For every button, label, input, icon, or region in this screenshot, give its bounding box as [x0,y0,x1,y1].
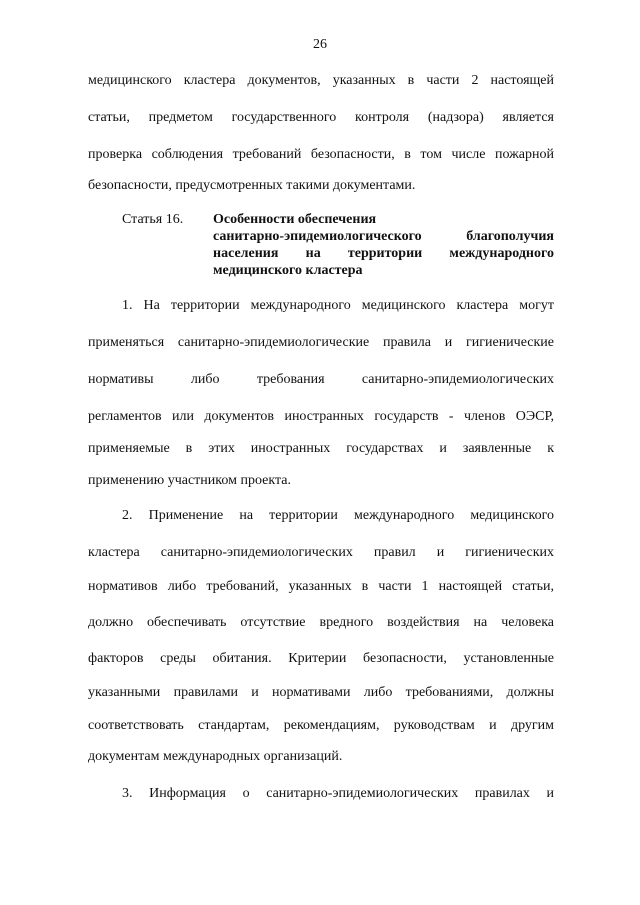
article-number: Статья 16. [122,212,184,227]
paragraph-2-line: 2. Применение на территории международного медицинского [122,508,554,523]
article-title-line: санитарно-эпидемиологического благополучия [213,229,554,244]
paragraph-2-line: документам международных организаций. [88,749,343,764]
paragraph-3-line: 3. Информация о санитарно-эпидемиологических правилах и [122,786,554,801]
paragraph-2-line: факторов среды обитания. Критерии безопасности, установленные [88,651,554,666]
paragraph-2-line: соответствовать стандартам, рекомендациям, руководствам и другим [88,718,554,733]
paragraph-1-line: применяемые в этих иностранных государствах и заявленные к [88,441,554,456]
article-title-line: медицинского кластера [213,263,363,278]
text-line: статьи, предметом государственного контроля (надзора) является [88,110,554,125]
text-line: медицинского кластера документов, указанных в части 2 настоящей [88,73,554,88]
text-line: проверка соблюдения требований безопасности, в том числе пожарной [88,147,554,162]
paragraph-1-line: применению участником проекта. [88,473,291,488]
paragraph-1-line: нормативы либо требования санитарно-эпидемиологических [88,372,554,387]
paragraph-1-line: 1. На территории международного медицинского кластера могут [122,298,554,313]
article-title-line: Особенности обеспечения [213,212,377,227]
paragraph-2-line: нормативов либо требований, указанных в части 1 настоящей статьи, [88,579,554,594]
paragraph-1-line: применяться санитарно-эпидемиологические правила и гигиенические [88,335,554,350]
paragraph-1-line: регламентов или документов иностранных государств - членов ОЭСР, [88,409,554,424]
paragraph-2-line: должно обеспечивать отсутствие вредного воздействия на человека [88,615,554,630]
paragraph-2-line: кластера санитарно-эпидемиологических правил и гигиенических [88,545,554,560]
text-line: безопасности, предусмотренных такими документами. [88,178,416,193]
paragraph-2-line: указанными правилами и нормативами либо требованиями, должны [88,685,554,700]
page-number: 26 [313,37,327,52]
article-title-line: населения на территории международного [213,246,554,261]
